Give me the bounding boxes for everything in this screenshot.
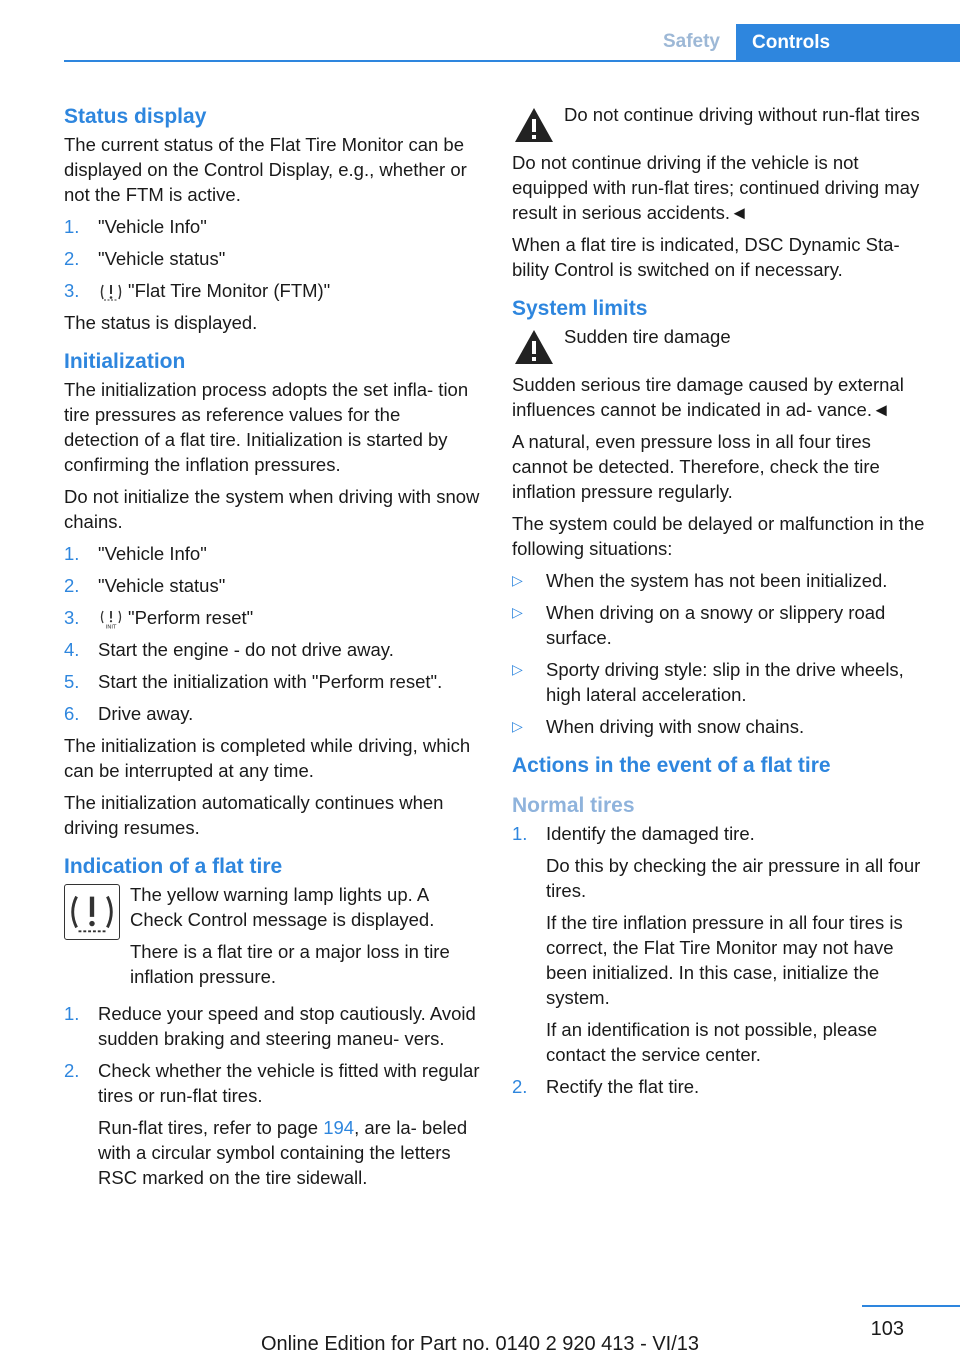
list-item <box>64 278 480 303</box>
page-number-rule <box>862 1305 960 1307</box>
list-item <box>512 657 928 707</box>
right-column <box>512 102 928 1106</box>
header-chapter-tab[interactable]: Controls <box>736 24 960 62</box>
list-item <box>64 1001 480 1051</box>
step-number: 3. <box>64 280 80 301</box>
list-item-text: When the system has not been initialized. <box>546 570 888 591</box>
step-number: 1. <box>512 823 528 844</box>
runflat-text-post: , are la- beled with a circular symbol containing the letters RSC marked on the tire sidewall. <box>98 1117 468 1188</box>
warning-title-runflat: Do not continue driving without run-flat tires <box>564 104 920 125</box>
warning-lamp-block <box>64 882 480 932</box>
list-item <box>512 1074 928 1099</box>
flat-tire-steps-list <box>64 1001 480 1190</box>
step-number: 2. <box>64 1060 80 1081</box>
list-item <box>64 701 480 726</box>
list-item <box>512 714 928 739</box>
step-text: Rectify the flat tire. <box>546 1076 700 1097</box>
step-paragraph: If the tire inflation pressure in all four tires is correct, the Flat Tire Monitor may not have been initialized. In this case, initialize the system. <box>546 912 903 1008</box>
triangle-bullet-icon: ▷ <box>512 718 523 734</box>
normal-tires-steps-list <box>512 821 928 1099</box>
step-number: 6. <box>64 703 80 724</box>
warning-text-runflat: Do not continue driving if the vehicle is not equipped with run-flat tires; continued driving may result in serious accidents.◄ <box>512 152 920 223</box>
initialization-text-3: The initialization is completed while driving, which can be interrupted at any time. <box>64 735 471 781</box>
actions-heading: Actions in the event of a flat tire <box>512 754 831 777</box>
step-text: Drive away. <box>98 703 194 724</box>
list-item <box>512 568 928 593</box>
step-text: Start the initialization with "Perform reset". <box>98 671 443 692</box>
step-number: 1. <box>64 543 80 564</box>
left-column <box>64 102 480 1197</box>
list-item-text: Sporty driving style: slip in the drive wheels, high lateral acceleration. <box>546 659 904 705</box>
step-number: 1. <box>64 1003 80 1024</box>
list-item <box>512 600 928 650</box>
step-text: Start the engine - do not drive away. <box>98 639 394 660</box>
page-number: 103 <box>870 1318 904 1340</box>
step-number: 4. <box>64 639 80 660</box>
tire-init-icon <box>98 609 124 629</box>
step-text: "Perform reset" <box>128 607 254 628</box>
flat-tire-text: There is a flat tire or a major loss in tire inflation pressure. <box>130 941 450 987</box>
page-reference-link[interactable]: 194 <box>323 1117 355 1138</box>
tire-warning-lamp-icon <box>64 884 120 940</box>
initialization-text-4: The initialization automatically continues when driving resumes. <box>64 792 444 838</box>
step-number: 2. <box>64 248 80 269</box>
normal-tires-heading: Normal tires <box>512 794 635 817</box>
step-text: Reduce your speed and stop cautiously. Avoid sudden braking and steering maneu- vers. <box>98 1003 476 1049</box>
list-item <box>512 821 928 1067</box>
flat-tire-text-line1 <box>64 939 480 989</box>
triangle-bullet-icon: ▷ <box>512 604 523 620</box>
tire-warning-icon <box>98 282 124 302</box>
initialization-text-1: The initialization process adopts the set infla- tion tire pressures as reference values for the detection of a flat tire. Initialization is started by confirming the inflation pressures. <box>64 379 469 475</box>
triangle-bullet-icon: ▷ <box>512 661 523 677</box>
warning-triangle-icon <box>512 326 556 370</box>
tire-init-icon-label: INIT <box>105 624 117 630</box>
step-paragraph: Do this by checking the air pressure in all four tires. <box>546 855 921 901</box>
limits-text-1: A natural, even pressure loss in all four tires cannot be detected. Therefore, check the tire inflation pressure regularly. <box>512 431 880 502</box>
header-rule <box>64 60 960 62</box>
triangle-bullet-icon: ▷ <box>512 572 523 588</box>
step-text: Check whether the vehicle is fitted with regular tires or run-flat tires. <box>98 1060 480 1106</box>
initialization-steps-list <box>64 541 480 726</box>
limits-text-2: The system could be delayed or malfunction in the following situations: <box>512 513 925 559</box>
list-item-text: When driving on a snowy or slippery road surface. <box>546 602 886 648</box>
list-item-text: When driving with snow chains. <box>546 716 805 737</box>
status-result-text: The status is displayed. <box>64 312 258 333</box>
system-limits-heading: System limits <box>512 297 648 320</box>
header-section-tab[interactable]: Safety <box>662 31 720 52</box>
list-item <box>64 246 480 271</box>
step-text: "Vehicle status" <box>98 248 226 269</box>
step-text: "Flat Tire Monitor (FTM)" <box>128 280 331 301</box>
warning-title-sudden-damage: Sudden tire damage <box>564 326 731 347</box>
limits-list <box>512 568 928 739</box>
edition-footer: Online Edition for Part no. 0140 2 920 413 - VI/13 <box>260 1333 700 1355</box>
step-text: "Vehicle Info" <box>98 216 207 237</box>
step-paragraph: If an identification is not possible, please contact the service center. <box>546 1019 878 1065</box>
warning-block-sudden-damage <box>512 324 928 372</box>
list-item <box>64 669 480 694</box>
list-item <box>64 605 480 630</box>
warning-lamp-text: The yellow warning lamp lights up. A Check Control message is displayed. <box>130 884 435 930</box>
status-steps-list <box>64 214 480 303</box>
runflat-reference-text <box>98 1115 480 1190</box>
step-number: 2. <box>64 575 80 596</box>
initialization-text-2: Do not initialize the system when driving with snow chains. <box>64 486 480 532</box>
runflat-text-pre: Run-flat tires, refer to page <box>98 1117 324 1138</box>
step-number: 2. <box>512 1076 528 1097</box>
list-item <box>64 1058 480 1190</box>
status-display-text: The current status of the Flat Tire Monitor can be displayed on the Control Display, e.g., whether or not the FTM is active. <box>64 134 467 205</box>
step-number: 3. <box>64 607 80 628</box>
status-display-heading: Status display <box>64 105 207 128</box>
list-item <box>64 541 480 566</box>
warning-text-sudden-damage: Sudden serious tire damage caused by external influences cannot be indicated in ad- vance.◄ <box>512 374 904 420</box>
initialization-heading: Initialization <box>64 350 186 373</box>
warning-block-runflat <box>512 102 928 150</box>
step-text: Identify the damaged tire. <box>546 823 755 844</box>
step-number: 1. <box>64 216 80 237</box>
warning-triangle-icon <box>512 104 556 148</box>
flat-tire-indication-heading: Indication of a flat tire <box>64 855 283 878</box>
list-item <box>64 637 480 662</box>
step-text: "Vehicle Info" <box>98 543 207 564</box>
step-number: 5. <box>64 671 80 692</box>
step-text: "Vehicle status" <box>98 575 226 596</box>
list-item <box>64 573 480 598</box>
list-item <box>64 214 480 239</box>
dsc-text: When a flat tire is indicated, DSC Dynamic Sta- bility Control is switched on if necessary. <box>512 234 900 280</box>
